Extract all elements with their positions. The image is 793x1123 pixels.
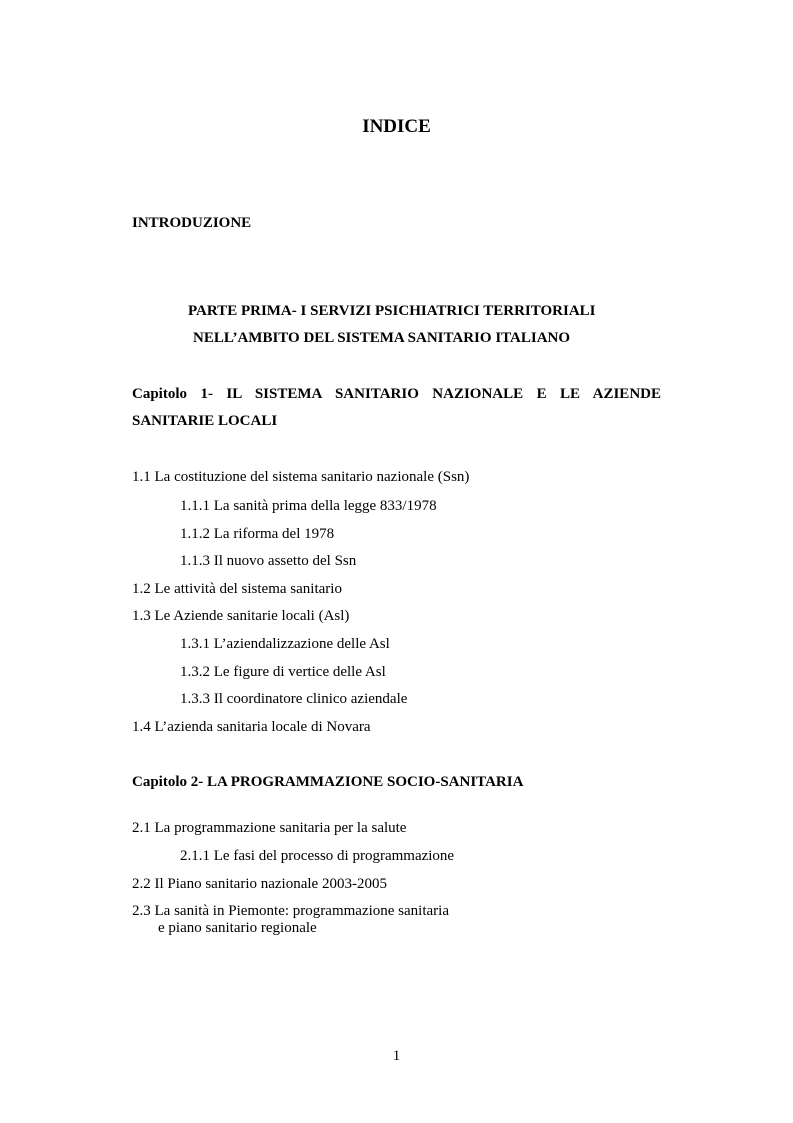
chapter1-heading-line2: SANITARIE LOCALI	[132, 413, 278, 429]
toc-subentry: 1.3.3 Il coordinatore clinico aziendale	[180, 691, 408, 707]
toc-entry-continuation: e piano sanitario regionale	[158, 920, 317, 936]
toc-subentry: 1.3.1 L’aziendalizzazione delle Asl	[180, 636, 390, 652]
toc-entry: 1.2 Le attività del sistema sanitario	[132, 581, 342, 597]
page-title: INDICE	[362, 116, 431, 137]
toc-subentry: 1.3.2 Le figure di vertice delle Asl	[180, 664, 386, 680]
toc-subentry: 2.1.1 Le fasi del processo di programmazione	[180, 848, 455, 864]
introduction-heading: INTRODUZIONE	[132, 215, 252, 231]
toc-subentry: 1.1.2 La riforma del 1978	[180, 526, 335, 542]
toc-entry: 2.2 Il Piano sanitario nazionale 2003-2005	[132, 876, 387, 892]
toc-entry: 1.3 Le Aziende sanitarie locali (Asl)	[132, 608, 350, 624]
toc-entry: 2.1 La programmazione sanitaria per la salute	[132, 820, 407, 836]
toc-entry: 2.3 La sanità in Piemonte: programmazione sanitaria	[132, 903, 449, 919]
toc-subentry: 1.1.3 Il nuovo assetto del Ssn	[180, 553, 357, 569]
toc-subentry: 1.1.1 La sanità prima della legge 833/1978	[180, 498, 437, 514]
toc-entry: 1.1 La costituzione del sistema sanitario nazionale (Ssn)	[132, 469, 470, 485]
chapter2-heading: Capitolo 2- LA PROGRAMMAZIONE SOCIO-SANITARIA	[132, 774, 524, 790]
toc-entry: 1.4 L’azienda sanitaria locale di Novara	[132, 719, 371, 735]
page-number: 1	[392, 1048, 401, 1064]
part-title-line1: PARTE PRIMA- I SERVIZI PSICHIATRICI TERRITORIALI	[188, 303, 596, 319]
chapter1-heading-line1: Capitolo 1- IL SISTEMA SANITARIO NAZIONALE E LE AZIENDE	[132, 386, 661, 402]
part-title-line2: NELL’AMBITO DEL SISTEMA SANITARIO ITALIANO	[193, 330, 571, 346]
